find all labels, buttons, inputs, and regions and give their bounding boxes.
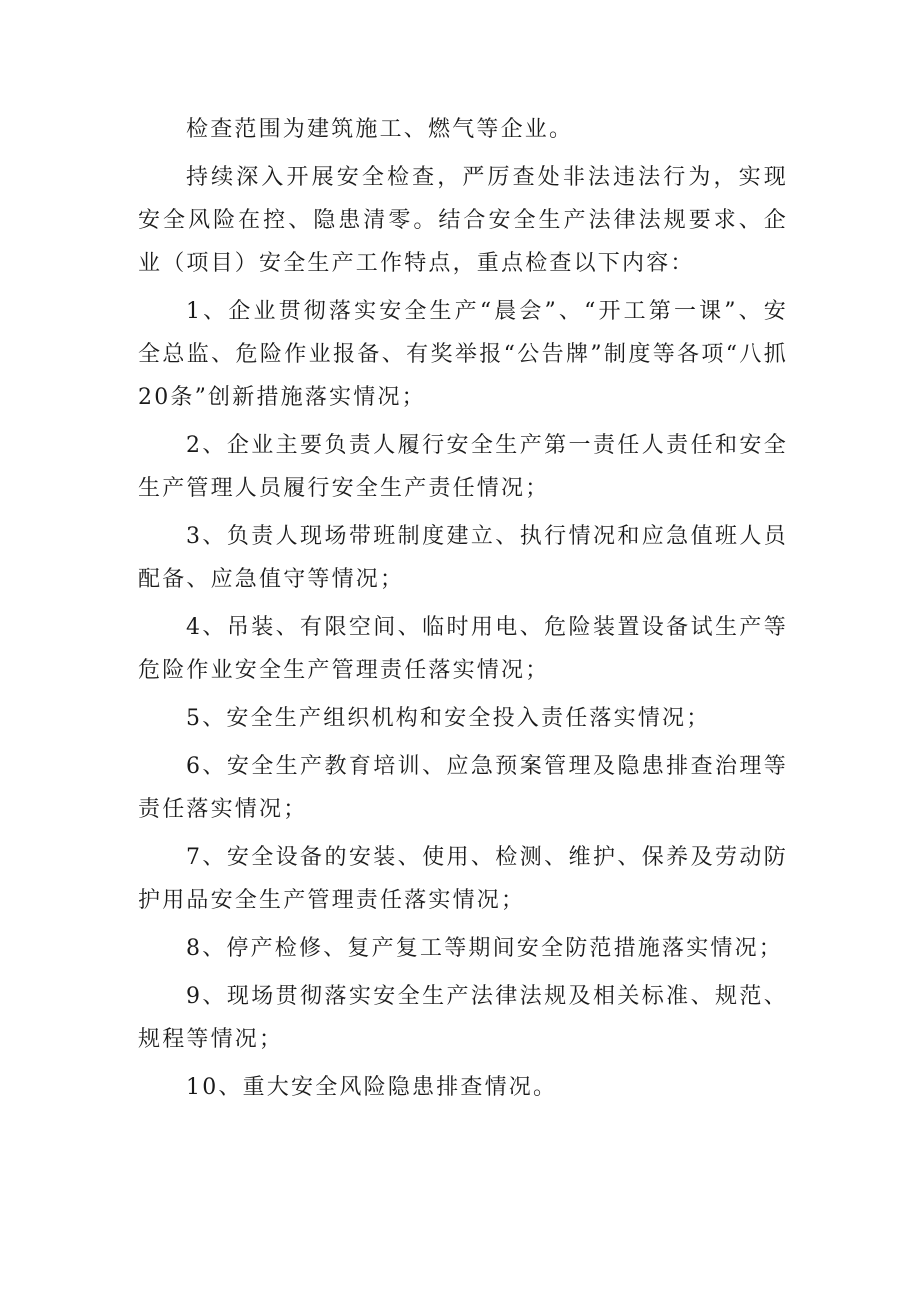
list-item-5: 5、安全生产组织机构和安全投入责任落实情况； [186,706,711,731]
list-item-4: 4、吊装、有限空间、临时用电、危险装置设备试生产等危险作业安全生产管理责任落实情况； [138,615,788,683]
list-item-2: 2、企业主要负责人履行安全生产第一责任人责任和安全生产管理人员履行安全生产责任情况； [138,433,788,501]
paragraph-intro: 持续深入开展安全检查，严厉查处非法违法行为，实现安全风险在控、隐患清零。结合安全生产法律法规要求、企业（项目）安全生产工作特点，重点检查以下内容： [138,165,788,276]
list-item-3: 3、负责人现场带班制度建立、执行情况和应急值班人员配备、应急值守等情况； [138,524,788,592]
list-item-8: 8、停产检修、复产复工等期间安全防范措施落实情况； [186,936,783,961]
list-item-1: 1、企业贯彻落实安全生产“晨会”、“开工第一课”、安全总监、危险作业报备、有奖举报“公告牌”制度等各项“八抓20条”创新措施落实情况； [138,299,788,410]
list-item-7: 7、安全设备的安装、使用、检测、维护、保养及劳动防护用品安全生产管理责任落实情况； [138,845,788,913]
list-item-10: 10、重大安全风险隐患排查情况。 [186,1075,558,1100]
document-body [138,108,788,1114]
paragraph-scope: 检查范围为建筑施工、燃气等企业。 [186,117,574,142]
list-item-9: 9、现场贯彻落实安全生产法律法规及相关标准、规范、规程等情况； [138,984,788,1052]
list-item-6: 6、安全生产教育培训、应急预案管理及隐患排查治理等责任落实情况； [138,754,788,822]
